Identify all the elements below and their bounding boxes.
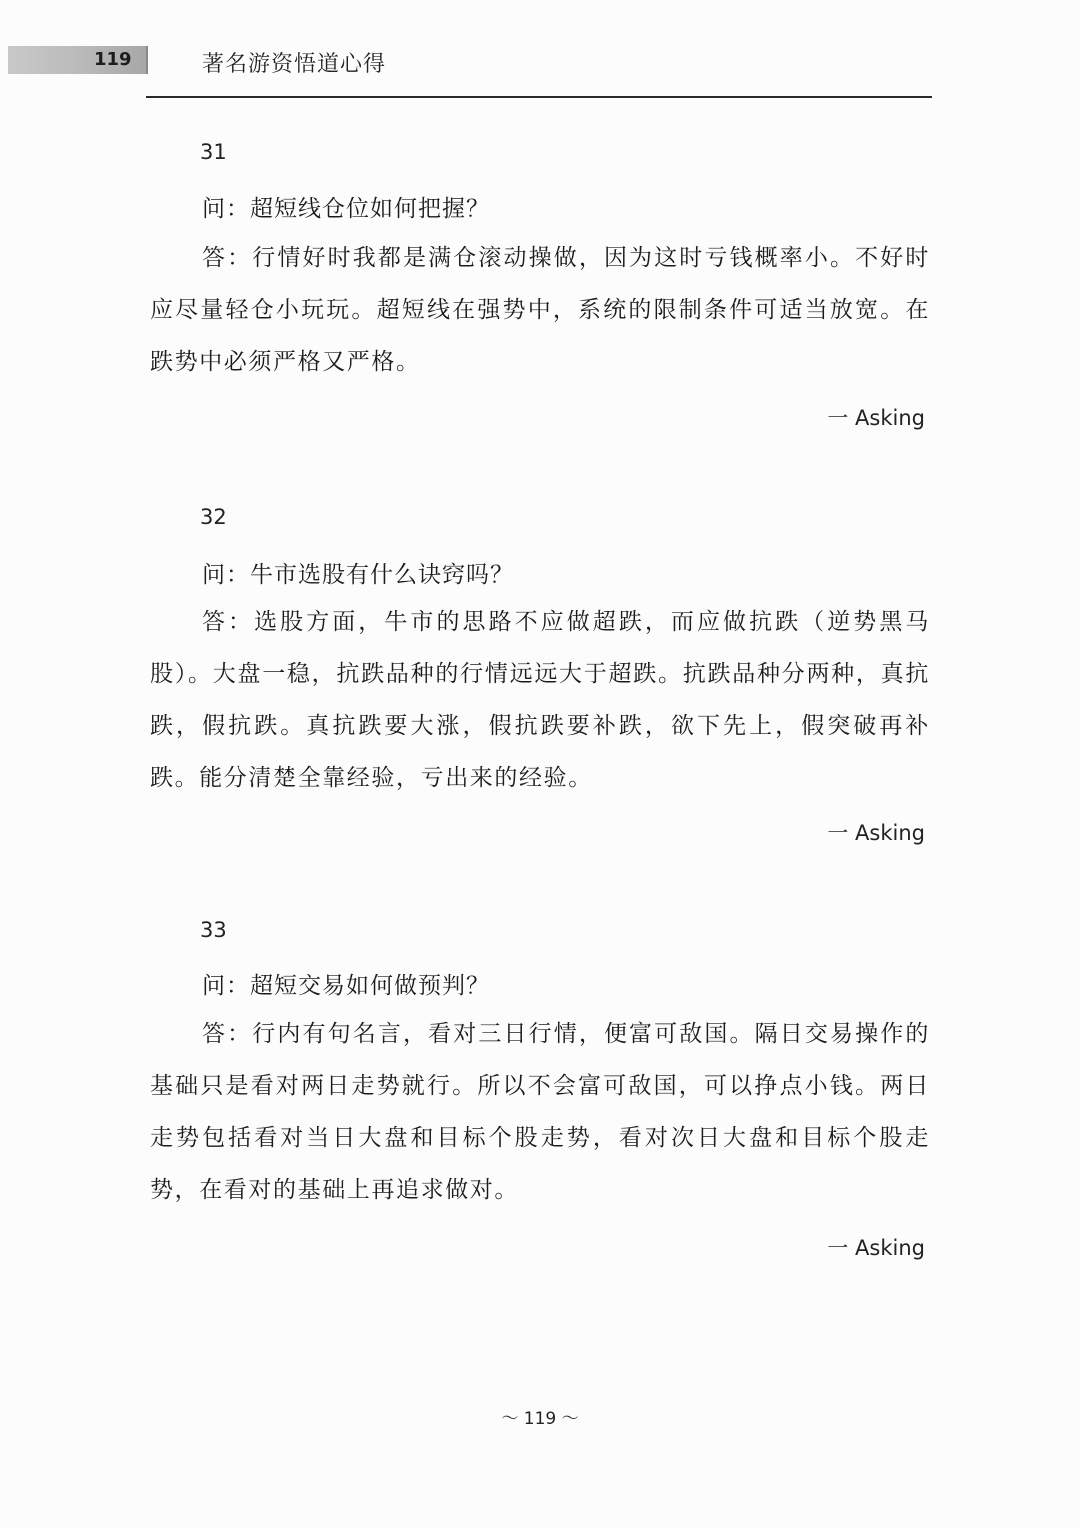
entry-answer: 答：选股方面，牛市的思路不应做超跌，而应做抗跌（逆势黑马股）。大盘一稳，抗跌品种的行情远远大于超跌。抗跌品种分两种，真抗跌，假抗跌。真抗跌要大涨，假抗跌要补跌，欲下先上，假突破再补跌。能分清楚全靠经验，亏出来的经验。 <box>150 609 930 791</box>
entry-answer: 答：行内有句名言，看对三日行情，便富可敌国。隔日交易操作的基础只是看对两日走势就行。所以不会富可敌国，可以挣点小钱。两日走势包括看对当日大盘和目标个股走势，看对次日大盘和目标个股走势，在看对的基础上再追求做对。 <box>150 1021 930 1203</box>
entry-answer: 答：行情好时我都是满仓滚动操做，因为这时亏钱概率小。不好时应尽量轻仓小玩玩。超短线在强势中，系统的限制条件可适当放宽。在跌势中必须严格又严格。 <box>150 245 930 375</box>
header-rule <box>146 96 932 98</box>
header-book-title: 著名游资悟道心得 <box>202 52 387 77</box>
entry-question: 问：超短线仓位如何把握？ <box>202 196 490 222</box>
entry-number: 33 <box>200 918 227 942</box>
footer-page-number: ～ 119 ～ <box>501 1409 579 1429</box>
entry-attribution: 一 Asking <box>827 1236 925 1260</box>
header-page-number: 119 <box>94 49 132 70</box>
entry-question: 问：牛市选股有什么诀窍吗？ <box>202 562 514 588</box>
entry-question: 问：超短交易如何做预判？ <box>202 973 490 999</box>
entry-number: 31 <box>200 140 227 164</box>
entry-attribution: 一 Asking <box>827 406 925 430</box>
entry-number: 32 <box>200 505 227 529</box>
entry-attribution: 一 Asking <box>827 821 925 845</box>
